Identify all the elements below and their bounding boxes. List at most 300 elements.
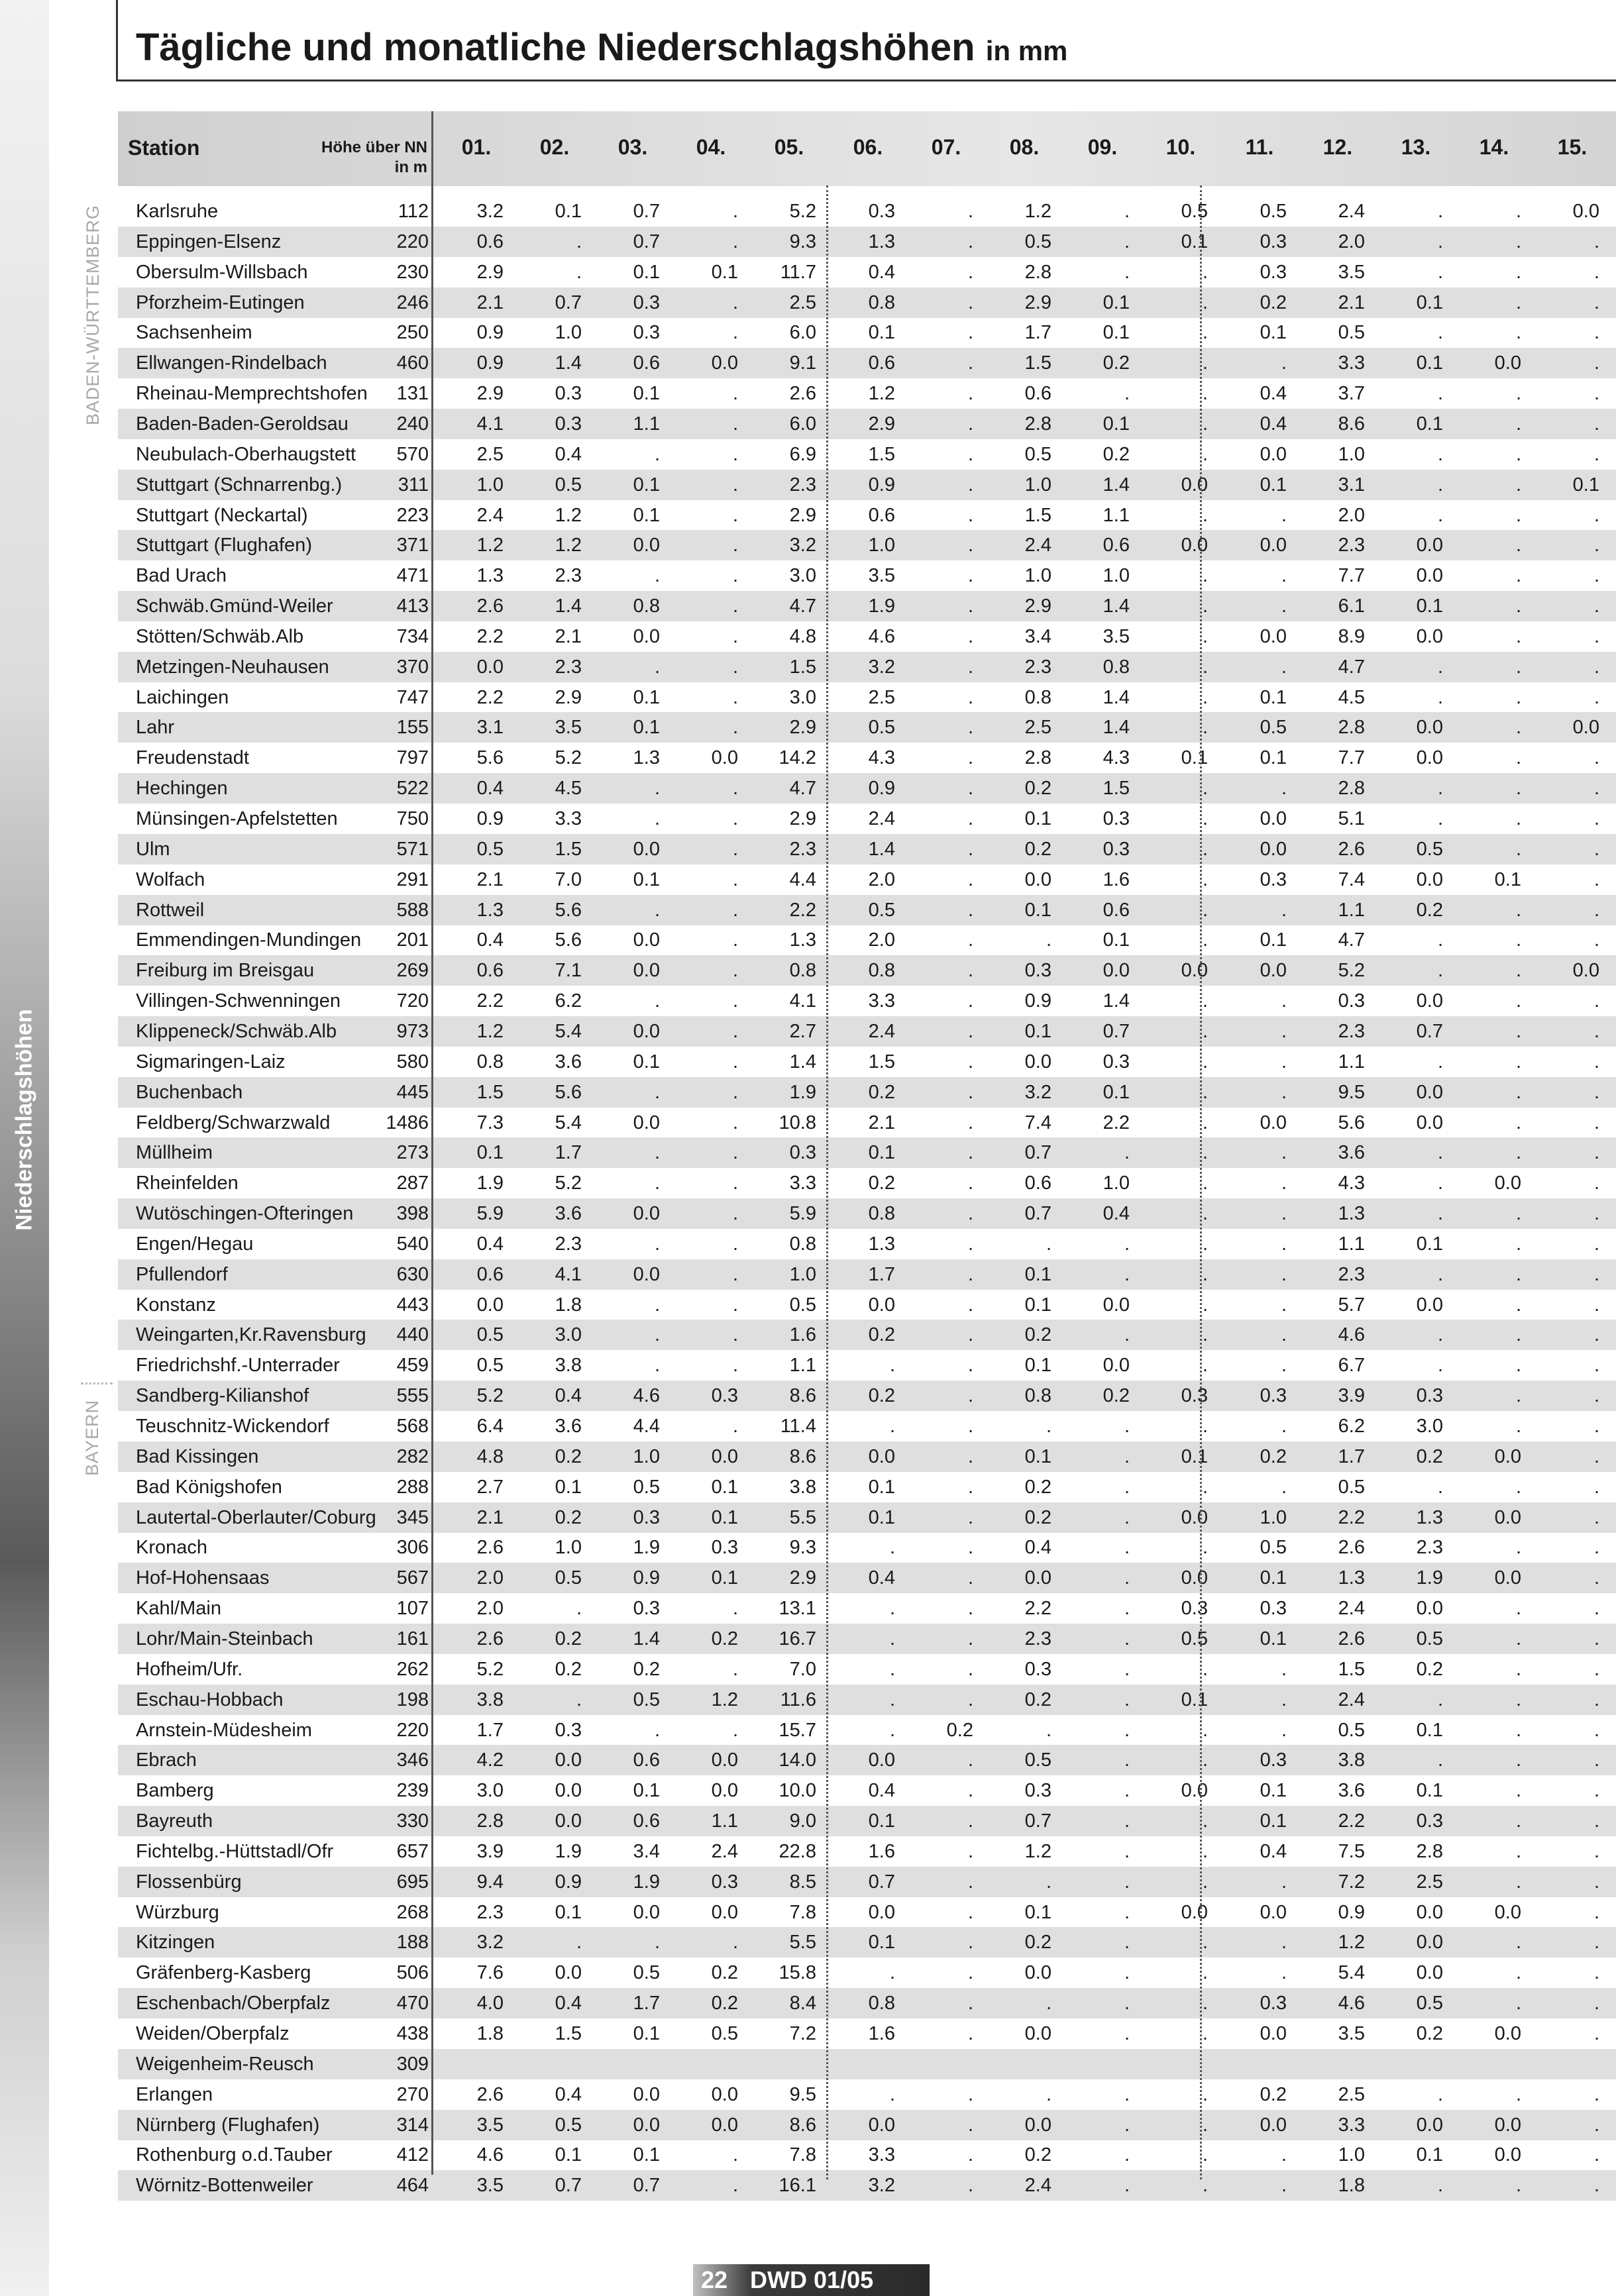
precip-value: 1.6	[868, 2023, 895, 2044]
precip-value: .	[1281, 1142, 1287, 1163]
station-altitude: 522	[396, 778, 429, 799]
precip-value: 0.0	[633, 960, 660, 981]
precip-value: .	[1437, 656, 1443, 678]
precip-value: 4.0	[476, 1993, 504, 2014]
station-name: Obersulm-Willsbach	[136, 262, 308, 283]
precip-value: .	[1437, 262, 1443, 283]
precip-value: 7.4	[1024, 1112, 1051, 1133]
precip-value: .	[1202, 565, 1208, 586]
precip-value: .	[967, 231, 973, 252]
table-row	[118, 1198, 1616, 1229]
precip-value: 0.0	[1416, 535, 1443, 556]
precip-value: .	[1593, 1749, 1599, 1771]
precip-value: .	[1437, 444, 1443, 465]
precip-value: 3.3	[555, 808, 582, 829]
precip-value: 0.6	[476, 960, 504, 981]
precip-value: 7.3	[476, 1112, 504, 1133]
precip-value: 1.3	[1416, 1507, 1443, 1528]
precip-value: .	[967, 1689, 973, 1710]
precip-value: 1.2	[1024, 201, 1051, 222]
precip-value: .	[1202, 1112, 1208, 1133]
header-day: 09.	[1087, 135, 1118, 159]
precip-value: .	[732, 292, 738, 313]
header-hoehe-unit: in m	[394, 158, 427, 176]
precip-value: 0.0	[633, 839, 660, 860]
precip-value: 0.4	[1260, 1841, 1287, 1862]
precip-value: 0.9	[555, 1871, 582, 1893]
precip-value: 0.1	[1024, 1021, 1051, 1042]
station-altitude: 657	[396, 1841, 429, 1862]
precip-value: .	[1124, 1598, 1130, 1619]
station-altitude: 438	[396, 2023, 429, 2044]
precip-value: 0.1	[1260, 747, 1287, 768]
precip-value: .	[1515, 474, 1521, 496]
precip-value: 0.1	[555, 201, 582, 222]
precip-value: .	[967, 1659, 973, 1680]
precip-value: 0.0	[1572, 960, 1599, 981]
precip-value: .	[967, 869, 973, 890]
precip-value: .	[1281, 1203, 1287, 1224]
precip-value: .	[1124, 1993, 1130, 2014]
precip-value: .	[967, 1324, 973, 1345]
precip-value: 0.3	[711, 1537, 738, 1558]
precip-value: 1.9	[789, 1082, 816, 1103]
precip-value: 4.6	[868, 626, 895, 647]
precip-value: 0.0	[1416, 1112, 1443, 1133]
precip-value: .	[967, 1233, 973, 1255]
precip-value: .	[1281, 1355, 1287, 1376]
precip-value: 0.0	[633, 535, 660, 556]
header-day: 06.	[853, 135, 883, 159]
precip-value: 0.7	[1024, 1203, 1051, 1224]
precip-value: 0.4	[868, 1780, 895, 1801]
precip-value: 4.6	[633, 1385, 660, 1406]
header-day: 11.	[1245, 135, 1274, 159]
precip-value: 0.0	[868, 2114, 895, 2136]
precip-value: .	[732, 1294, 738, 1316]
precip-value: 0.2	[1024, 2144, 1051, 2166]
precip-value: .	[1593, 1537, 1599, 1558]
precip-value: 3.0	[789, 565, 816, 586]
precip-value: 5.4	[555, 1112, 582, 1133]
precip-value: 0.5	[789, 1294, 816, 1316]
precip-value: 2.2	[476, 990, 504, 1012]
precip-value: 0.0	[633, 1112, 660, 1133]
precip-value: .	[1202, 1871, 1208, 1893]
precip-value: .	[732, 1051, 738, 1072]
precip-value: 0.0	[1260, 1112, 1287, 1133]
precip-value: 0.4	[476, 778, 504, 799]
precip-value: .	[1437, 505, 1443, 526]
precip-value: .	[1593, 2023, 1599, 2044]
precip-value: .	[654, 1324, 660, 1345]
precip-value: .	[1281, 1324, 1287, 1345]
table-row	[118, 1350, 1616, 1381]
precip-value: 0.0	[633, 626, 660, 647]
precip-value: 0.1	[633, 717, 660, 738]
precip-value: .	[654, 1932, 660, 1953]
precip-value: 1.1	[1338, 1233, 1365, 1255]
precip-value: 0.1	[1260, 1780, 1287, 1801]
precip-value: 0.0	[1181, 474, 1208, 496]
precip-value: 0.1	[555, 2144, 582, 2166]
station-name: Fichtelbg.-Hüttstadl/Ofr	[136, 1841, 334, 1862]
precip-value: 0.7	[1103, 1021, 1130, 1042]
station-altitude: 239	[396, 1780, 429, 1801]
precip-value: .	[1593, 747, 1599, 768]
station-altitude: 131	[396, 383, 429, 404]
precip-value: 0.0	[1260, 535, 1287, 556]
precip-value: .	[1515, 1477, 1521, 1498]
precip-value: .	[967, 1902, 973, 1923]
precip-value: 0.0	[1494, 1446, 1521, 1467]
precip-value: 0.9	[633, 1567, 660, 1589]
precip-value: 0.0	[1416, 1962, 1443, 1983]
precip-value: 2.6	[476, 596, 504, 617]
precip-value: .	[1437, 778, 1443, 799]
precip-value: .	[967, 1598, 973, 1619]
table-row	[118, 1259, 1616, 1290]
station-name: Konstanz	[136, 1294, 216, 1316]
precip-value: 0.0	[1494, 1567, 1521, 1589]
precip-value: .	[1202, 2144, 1208, 2166]
precip-value: 2.4	[868, 808, 895, 829]
precip-value: 0.0	[1103, 1355, 1130, 1376]
precip-value: 4.5	[555, 778, 582, 799]
precip-value: .	[889, 2084, 895, 2105]
precip-value: .	[1202, 1021, 1208, 1042]
station-altitude: 747	[396, 687, 429, 708]
precip-value: 2.8	[1416, 1841, 1443, 1862]
precip-value: .	[654, 1294, 660, 1316]
precip-value: .	[732, 656, 738, 678]
precip-value: 2.9	[789, 1567, 816, 1589]
precip-value: 2.3	[476, 1902, 504, 1923]
precip-value: 1.0	[476, 474, 504, 496]
precip-value: 0.0	[555, 1780, 582, 1801]
precip-value: .	[967, 1203, 973, 1224]
precip-value: .	[732, 444, 738, 465]
precip-value: .	[1202, 1051, 1208, 1072]
precip-value: 4.3	[1338, 1173, 1365, 1194]
precip-value: 0.1	[1494, 869, 1521, 890]
precip-value: .	[1124, 2144, 1130, 2166]
precip-value: .	[1593, 1446, 1599, 1467]
station-altitude: 1486	[386, 1112, 429, 1133]
precip-value: .	[1593, 1507, 1599, 1528]
precip-value: 0.0	[1416, 626, 1443, 647]
table-row	[118, 1624, 1616, 1654]
station-name: Feldberg/Schwarzwald	[136, 1112, 331, 1133]
precip-value: .	[967, 1446, 973, 1467]
precip-value: .	[1515, 1021, 1521, 1042]
precip-value: .	[732, 929, 738, 951]
precip-value: .	[654, 1720, 660, 1741]
precip-value: .	[1593, 1689, 1599, 1710]
precip-value: 0.0	[711, 1902, 738, 1923]
precip-value: .	[967, 322, 973, 343]
precip-value: 0.1	[1103, 1082, 1130, 1103]
precip-value: .	[1515, 1932, 1521, 1953]
precip-value: .	[1515, 231, 1521, 252]
precip-value: 0.5	[1260, 717, 1287, 738]
precip-value: .	[1281, 1082, 1287, 1103]
table-row	[118, 1836, 1616, 1867]
precip-value: .	[1437, 1203, 1443, 1224]
precip-value: .	[967, 1962, 973, 1983]
precip-value: .	[1515, 1537, 1521, 1558]
precip-value: 1.2	[555, 505, 582, 526]
precip-value: .	[967, 565, 973, 586]
station-altitude: 314	[396, 2114, 429, 2136]
precip-value: .	[1124, 1720, 1130, 1741]
precip-value: 1.4	[555, 596, 582, 617]
precip-value: .	[732, 383, 738, 404]
station-name: Lohr/Main-Steinbach	[136, 1628, 313, 1649]
precip-value: 0.3	[1416, 1810, 1443, 1832]
precip-value: .	[1593, 1233, 1599, 1255]
precip-value: .	[1593, 1628, 1599, 1649]
precip-value: 0.6	[868, 505, 895, 526]
precip-value: .	[1515, 808, 1521, 829]
precip-value: .	[1046, 2084, 1051, 2105]
precip-value: 0.0	[1181, 1567, 1208, 1589]
precip-value: 6.2	[555, 990, 582, 1012]
precip-value: .	[967, 1416, 973, 1437]
precip-value: 1.6	[789, 1324, 816, 1345]
station-name: Rottweil	[136, 900, 205, 921]
precip-value: 0.3	[555, 413, 582, 435]
precip-value: .	[967, 383, 973, 404]
precip-value: 2.5	[476, 444, 504, 465]
precip-value: .	[1593, 1962, 1599, 1983]
precip-value: 2.6	[789, 383, 816, 404]
precip-value: .	[732, 1355, 738, 1376]
precip-value: 7.8	[789, 2144, 816, 2166]
station-altitude: 630	[396, 1264, 429, 1285]
precip-value: 0.0	[1260, 2114, 1287, 2136]
precip-value: .	[1515, 383, 1521, 404]
precip-value: 0.1	[868, 1477, 895, 1498]
precip-value: .	[967, 1477, 973, 1498]
precip-value: 1.2	[476, 1021, 504, 1042]
precip-value: 1.0	[1103, 565, 1130, 586]
precip-value: .	[1593, 1082, 1599, 1103]
station-altitude: 440	[396, 1324, 429, 1345]
precip-value: .	[1515, 1659, 1521, 1680]
precip-value: 0.1	[1260, 929, 1287, 951]
precip-value: .	[1124, 1507, 1130, 1528]
precip-value: .	[1593, 2114, 1599, 2136]
station-altitude: 107	[396, 1598, 429, 1619]
precip-value: 9.5	[1338, 1082, 1365, 1103]
header-day: 15.	[1557, 135, 1588, 159]
precip-value: .	[1437, 1173, 1443, 1194]
precip-value: 0.0	[1494, 2144, 1521, 2166]
precip-value: 0.0	[1181, 1780, 1208, 1801]
precip-value: 0.2	[868, 1324, 895, 1345]
precip-value: 0.1	[1024, 1446, 1051, 1467]
station-name: Rheinfelden	[136, 1173, 239, 1194]
table-row	[118, 1806, 1616, 1836]
precip-value: 0.5	[1338, 1477, 1365, 1498]
precip-value: 1.4	[1103, 687, 1130, 708]
precip-value: 5.2	[555, 1173, 582, 1194]
precip-value: .	[1202, 900, 1208, 921]
precip-value: 3.1	[476, 717, 504, 738]
precip-value: .	[1515, 1416, 1521, 1437]
station-name: Metzingen-Neuhausen	[136, 656, 329, 678]
station-name: Eschenbach/Oberpfalz	[136, 1993, 331, 2014]
precip-value: 0.0	[1024, 2023, 1051, 2044]
precip-value: 2.2	[476, 626, 504, 647]
precip-value: 1.9	[1416, 1567, 1443, 1589]
precip-value: .	[1515, 626, 1521, 647]
precip-value: .	[1202, 929, 1208, 951]
precip-value: 0.1	[868, 1507, 895, 1528]
station-altitude: 161	[396, 1628, 429, 1649]
precip-value: .	[1124, 1780, 1130, 1801]
table-row	[118, 227, 1616, 257]
precip-value: 0.1	[633, 1780, 660, 1801]
precip-value: 5.2	[476, 1659, 504, 1680]
precip-value: 5.9	[476, 1203, 504, 1224]
table-row	[118, 1715, 1616, 1746]
precip-value: .	[1437, 322, 1443, 343]
table-row	[118, 1532, 1616, 1563]
precip-value: 5.6	[555, 900, 582, 921]
precip-value: .	[1202, 1993, 1208, 2014]
precip-value: 0.0	[555, 1749, 582, 1771]
precip-value: .	[732, 717, 738, 738]
precip-value: 0.5	[1260, 1537, 1287, 1558]
table-row	[118, 1441, 1616, 1472]
precip-value: 3.6	[1338, 1142, 1365, 1163]
precip-value: 0.3	[1181, 1598, 1208, 1619]
precip-value: .	[654, 1173, 660, 1194]
precip-value: 1.0	[789, 1264, 816, 1285]
precip-value: 0.3	[1260, 1993, 1287, 2014]
precip-value: .	[889, 1962, 895, 1983]
precip-value: 0.5	[1416, 1628, 1443, 1649]
precip-value: 4.6	[1338, 1993, 1365, 2014]
table-row	[118, 2018, 1616, 2049]
precip-value: 5.2	[555, 747, 582, 768]
precip-value: 1.5	[555, 2023, 582, 2044]
precip-value: .	[732, 1264, 738, 1285]
region-label-bayern: BAYERN	[82, 1399, 103, 1476]
station-altitude: 695	[396, 1871, 429, 1893]
station-name: Sandberg-Kilianshof	[136, 1385, 309, 1406]
precip-value: .	[967, 2175, 973, 2196]
precip-value: 0.1	[1024, 1902, 1051, 1923]
precip-value: .	[1124, 1902, 1130, 1923]
precip-value: 0.1	[633, 687, 660, 708]
precip-value: .	[1515, 960, 1521, 981]
precip-value: .	[967, 444, 973, 465]
precip-value: 0.2	[1024, 1477, 1051, 1498]
precip-value: 0.7	[1024, 1142, 1051, 1163]
precip-value: 0.3	[1024, 1659, 1051, 1680]
precip-value: .	[1593, 1416, 1599, 1437]
precip-value: 0.2	[711, 1628, 738, 1649]
precip-value: .	[1515, 201, 1521, 222]
precip-value: 0.2	[1416, 1446, 1443, 1467]
precip-value: .	[1593, 1173, 1599, 1194]
precip-value: .	[1202, 990, 1208, 1012]
precip-value: .	[1515, 747, 1521, 768]
station-name: Arnstein-Müdesheim	[136, 1720, 312, 1741]
precip-value: 0.5	[1338, 322, 1365, 343]
precip-value: 0.1	[1416, 596, 1443, 617]
precip-value: 8.9	[1338, 626, 1365, 647]
precip-value: .	[889, 1416, 895, 1437]
precip-value: .	[1593, 1203, 1599, 1224]
precip-value: 6.2	[1338, 1416, 1365, 1437]
precip-value: .	[732, 1203, 738, 1224]
precip-value: 0.4	[555, 2084, 582, 2105]
precip-value: 0.0	[1416, 1902, 1443, 1923]
precip-value: 4.2	[476, 1749, 504, 1771]
precip-value: .	[1593, 778, 1599, 799]
precip-value: 0.0	[868, 1749, 895, 1771]
precip-value: .	[967, 808, 973, 829]
station-altitude: 570	[396, 444, 429, 465]
precip-value: 0.5	[868, 900, 895, 921]
precip-value: .	[1593, 1324, 1599, 1345]
precip-value: .	[1202, 1720, 1208, 1741]
precip-value: 2.0	[1338, 231, 1365, 252]
precip-value: .	[1515, 262, 1521, 283]
precip-value: 5.5	[789, 1932, 816, 1953]
precip-value: .	[1281, 1173, 1287, 1194]
precip-value: 3.1	[1338, 474, 1365, 496]
precip-value: .	[1515, 778, 1521, 799]
table-row	[118, 621, 1616, 652]
precip-value: 1.3	[1338, 1567, 1365, 1589]
precip-value: 0.0	[711, 1446, 738, 1467]
precip-value: 1.4	[1103, 596, 1130, 617]
precip-value: 0.1	[633, 2144, 660, 2166]
precip-value: 0.0	[555, 1962, 582, 1983]
precip-value: .	[1593, 444, 1599, 465]
precip-value: 4.1	[789, 990, 816, 1012]
precip-value: .	[732, 535, 738, 556]
precip-value: 0.3	[1103, 808, 1130, 829]
precip-value: 3.9	[476, 1841, 504, 1862]
precip-value: .	[967, 656, 973, 678]
precip-value: 0.0	[1494, 352, 1521, 374]
precip-value: .	[1593, 1871, 1599, 1893]
station-name: Wörnitz-Bottenweiler	[136, 2175, 313, 2196]
precip-value: 1.7	[476, 1720, 504, 1741]
precip-value: 1.3	[868, 231, 895, 252]
precip-value: .	[1124, 1659, 1130, 1680]
table-row	[118, 1229, 1616, 1259]
precip-value: 0.0	[1494, 1173, 1521, 1194]
precip-value: 0.3	[1024, 960, 1051, 981]
precip-value: .	[1124, 1477, 1130, 1498]
precip-value: 0.4	[1024, 1537, 1051, 1558]
precip-value: .	[732, 231, 738, 252]
precip-value: .	[1515, 929, 1521, 951]
precip-value: .	[1046, 1993, 1051, 2014]
precip-value: .	[1593, 1294, 1599, 1316]
precip-value: 9.3	[789, 231, 816, 252]
precip-value: 0.4	[476, 929, 504, 951]
station-altitude: 220	[396, 231, 429, 252]
precip-value: 0.2	[555, 1628, 582, 1649]
